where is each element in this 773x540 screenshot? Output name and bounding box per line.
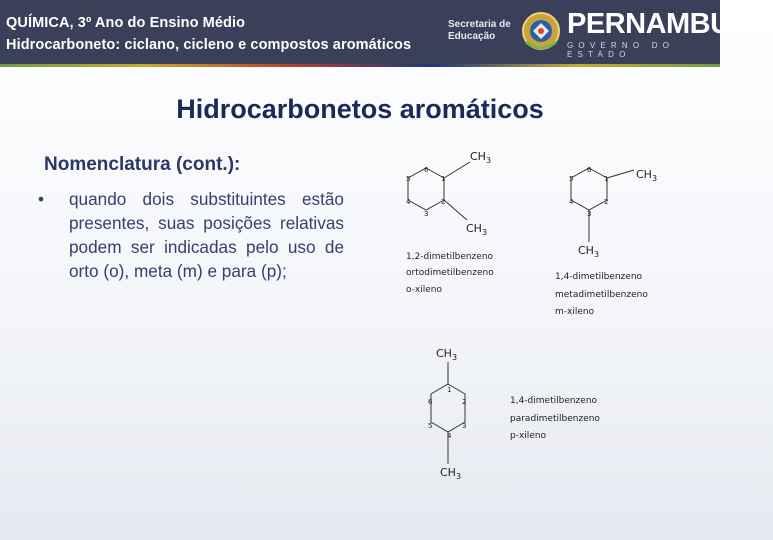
- meta-ch3-top: $CH_3$: [636, 168, 658, 184]
- meta-num-5: 5: [569, 175, 574, 183]
- header-bar: [0, 0, 773, 67]
- bullet-dot: •: [38, 189, 45, 209]
- meta-name-3: m-xileno: [555, 307, 595, 317]
- meta-name-2: metadimetilbenzeno: [555, 290, 648, 300]
- ortho-name-1: 1,2-dimetilbenzeno: [406, 252, 494, 262]
- ortho-num-6: 6: [424, 166, 429, 174]
- ortho-ch3-side: $CH_3$: [466, 222, 488, 238]
- ortho-ch3-top: $CH_3$: [470, 150, 492, 166]
- para-num-4: 4: [447, 432, 452, 440]
- para-num-5: 5: [428, 422, 433, 430]
- subheading: Nomenclatura (cont.):: [44, 154, 241, 175]
- para-ch3-top: $CH_3$: [436, 347, 458, 363]
- ortho-num-2: 2: [441, 198, 446, 206]
- para-name-1: 1,4-dimetilbenzeno: [510, 396, 598, 406]
- meta-num-3: 3: [587, 210, 592, 218]
- state-crest-icon: [520, 10, 562, 54]
- ortho-num-4: 4: [406, 198, 411, 206]
- bullet-item: [38, 187, 344, 283]
- meta-name-1: 1,4-dimetilbenzeno: [555, 272, 643, 282]
- para-ch3-bottom: $CH_3$: [440, 466, 462, 482]
- para-num-3: 3: [462, 422, 467, 430]
- bullet-text: quando dois substituintes estão presentes, suas posições relativas podem ser indicadas pelo uso de orto (o), meta (m) e para (p);: [69, 189, 344, 281]
- brand-subtitle: GOVERNO DO ESTADO: [567, 41, 675, 59]
- ortho-benzene-ring: [395, 160, 475, 230]
- meta-ch3-bottom: $CH_3$: [578, 244, 600, 260]
- header-title-line1: QUÍMICA, 3º Ano do Ensino Médio: [6, 15, 246, 31]
- meta-num-2: 2: [604, 198, 609, 206]
- para-num-6: 6: [428, 398, 433, 406]
- ortho-name-3: o-xileno: [406, 285, 442, 295]
- secretaria-line1: Secretaria de: [448, 19, 511, 30]
- header-title: [6, 12, 411, 56]
- para-name-3: p-xileno: [510, 431, 547, 441]
- brand-logo-text: PERNAMBUCO: [567, 8, 773, 40]
- para-num-2: 2: [462, 398, 467, 406]
- meta-num-6: 6: [587, 166, 592, 174]
- ortho-name-2: ortodimetilbenzeno: [406, 268, 494, 278]
- para-name-2: paradimetilbenzeno: [510, 414, 600, 424]
- ortho-num-1: 1: [441, 175, 446, 183]
- secretaria-line2: Educação: [448, 31, 496, 42]
- ortho-num-3: 3: [424, 210, 429, 218]
- secretaria-label: [448, 19, 514, 43]
- slide-title: Hidrocarbonetos aromáticos: [176, 94, 544, 124]
- header-stripe: [0, 64, 720, 67]
- para-num-1: 1: [447, 386, 452, 394]
- meta-num-4: 4: [569, 198, 574, 206]
- ortho-num-5: 5: [406, 175, 411, 183]
- header-title-line2: Hidrocarboneto: ciclano, cicleno e compostos aromáticos: [6, 37, 412, 53]
- meta-num-1: 1: [604, 175, 609, 183]
- para-benzene-ring: [420, 360, 480, 470]
